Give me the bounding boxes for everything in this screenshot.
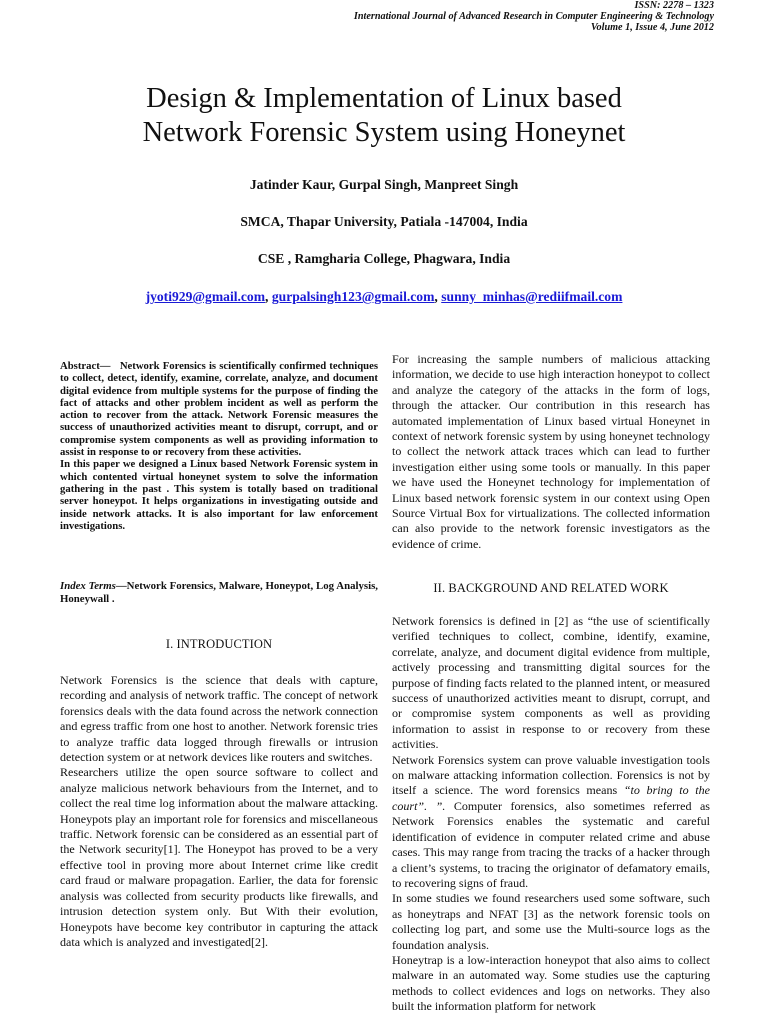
background-paragraph-3: In some studies we found researchers used some software, such as honeytraps and NFAT [3] as the network forensic tools on collecting log part, and some use the Multi-source logs as the foundation analysis. (392, 891, 710, 952)
title-line-1: Design & Implementation of Linux based (146, 83, 622, 114)
section-heading-introduction: I. INTRODUCTION (165, 637, 273, 651)
abstract-text-1: Network Forensics is scientifically confirmed techniques to collect, detect, identify, examine, correlate, analyze, and document digital evidence from multiple systems for the purpose of finding the fact of attacks and other problem incident as well as perform the action to recover from the attack. Network Forensic measures the success of unauthorized activities meant to disrupt, corrupt, and or compromise system components as well as providing information to assist in response to or recovery from these activities. (60, 360, 378, 459)
email-link-1[interactable]: jyoti929@gmail.com (145, 289, 266, 304)
background-text-2a: Network Forensics system can prove valuable investigation tools on malware attacking information collection. Forensics is not by itself a science. The word forensics means (392, 752, 710, 798)
journal-name: International Journal of Advanced Research in Computer Engineering & Technology (353, 11, 714, 23)
issn: ISSN: 2278 – 1323 (634, 0, 714, 11)
paper-title (0, 82, 768, 150)
affiliation-1: SMCA, Thapar University, Patiala -147004, India (240, 214, 528, 229)
abstract-paragraph-2: In this paper we designed a Linux based Network Forensic system in which contented virtual honeynet system to solve the information gathering in the past . This system is totally based on traditional server honeypot. It helps organizations in investigating outside and inside network attacks. It is also important for law enforcement investigations. (60, 458, 378, 532)
right-intro-body (392, 352, 710, 552)
background-paragraph-1: Network forensics is defined in [2] as “the use of scientifically verified techniques to collect, combine, identify, examine, correlate, analyze, and document digital evidence from multiple, actively processing and transmitting digital sources for the purpose of finding facts related to the planned intent, or measured success of unauthorized activities meant to disrupt, corrupt, and or compromise system components as well as providing information to assist in response to or recovery from these activities. (392, 614, 710, 752)
volume-info: Volume 1, Issue 4, June 2012 (590, 22, 714, 34)
email-separator: , (434, 289, 442, 304)
title-line-2: Network Forensic System using Honeynet (142, 117, 626, 148)
author-emails (0, 289, 768, 305)
affiliation-2: CSE , Ramgharia College, Phagwara, India (257, 251, 511, 266)
email-link-3[interactable]: sunny_minhas@rediifmail.com (441, 289, 623, 304)
authors: Jatinder Kaur, Gurpal Singh, Manpreet Singh (249, 177, 519, 192)
intro-paragraph-2: Researchers utilize the open source software to collect and analyze malicious network behaviours from the Internet, and to collect the real time log information about the malware attacking. Honeypots play an important role for forensics and miscellaneous traffic. Network forensic can be considered as an essential part of the Network security[1]. The Honeypot has proved to be a very effective tool in proving more about Internet crime like credit card fraud or malware propagation. Earlier, the data for forensic analysis was collected from security products like firewalls, and intrusion detection system only. But With their evolution, Honeypots have become key contributor in capturing the attack data which is analyzed and investigated[2]. (60, 765, 378, 949)
introduction-body (60, 673, 378, 950)
right-intro-paragraph: For increasing the sample numbers of malicious attacking information, we decide to use high interaction honeypot to collect and analyze the category of the attacks in the form of logs, through the attacker. Our contribution in this research has automated implementation of Linux based virtual Honeynet in context of network forensic system by using honeynet technology to collect the network attack traces which can lead to further investigation either using some tools or manually. In this paper we have used the Honeynet technology for implementation of Linux based network forensic system in our context using Open Source Virtual Box for virtualizations. The collected information can also provide to the network forensic investigators as the evidence of crime. (392, 352, 710, 551)
background-text-2b: Computer forensics, also sometimes referred as Network Forensics enables the systematic and careful identification of evidence in computer related crime and abuse cases. This may range from tracing the tracks of a hacker through a client’s systems, to tracing the originator of defamatory emails, to recovering signs of fraud. (392, 798, 710, 890)
abstract-label: Abstract— (60, 360, 111, 372)
email-separator: , (265, 289, 272, 304)
index-terms-label: Index Terms (60, 580, 116, 592)
background-quote: “to bring to the court”. ”. (392, 783, 710, 813)
section-heading-background: II. BACKGROUND AND RELATED WORK (433, 581, 669, 595)
background-body (392, 614, 710, 1015)
intro-paragraph-1: Network Forensics is the science that deals with capture, recording and analysis of network traffic. The concept of network forensics deals with the data found across the network connection and egress traffic from one host to another. Network forensic tries to analyze traffic data logged through firewalls or intrusion detection system or at network devices like routers and switches. (60, 673, 378, 765)
abstract-paragraph-1 (60, 360, 378, 458)
journal-header (354, 0, 714, 34)
background-paragraph-2 (392, 753, 710, 892)
background-paragraph-4: Honeytrap is a low-interaction honeypot that also aims to collect malware in an automated way. Some studies use the capturing methods to collect evidences and logs on networks. They also built the information platform for network (392, 952, 710, 1014)
index-terms (60, 580, 378, 606)
index-terms-text: —Network Forensics, Malware, Honeypot, Log Analysis, Honeywall . (60, 580, 378, 605)
email-link-2[interactable]: gurpalsingh123@gmail.com (271, 289, 435, 304)
abstract (60, 360, 378, 532)
